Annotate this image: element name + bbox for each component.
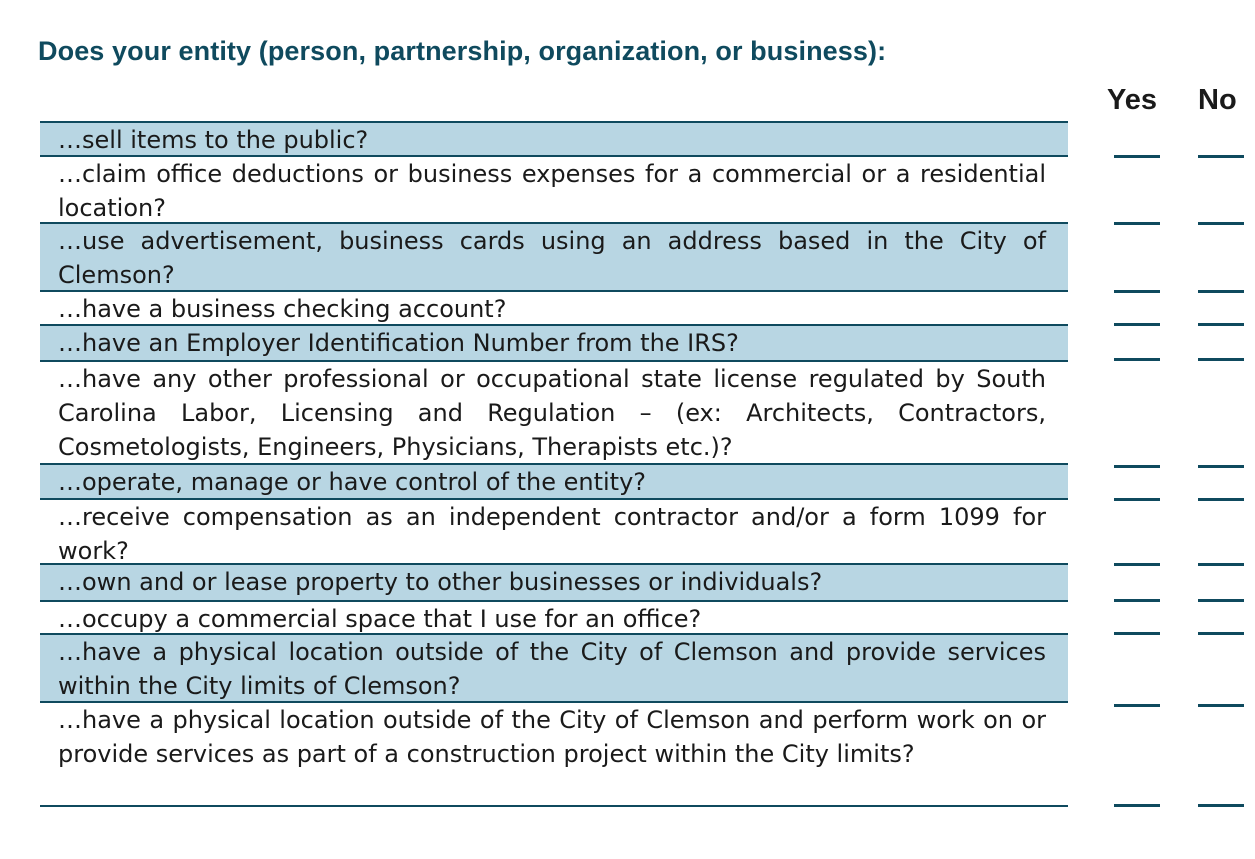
no-answer-blank[interactable] bbox=[1198, 563, 1244, 566]
no-answer-blank[interactable] bbox=[1198, 632, 1244, 635]
yes-answer-blank[interactable] bbox=[1114, 804, 1160, 807]
question-row bbox=[40, 602, 1068, 635]
yes-answer-blank[interactable] bbox=[1114, 563, 1160, 566]
question-text: …have any other professional or occupational state license regulated by South Carolina Labor, Licensing and Regulation – (ex: Architects, Contractors, Cosmetologists, Engineers, Physicians, Therapists etc.)? bbox=[58, 365, 1046, 461]
question-row bbox=[40, 500, 1068, 565]
no-answer-blank[interactable] bbox=[1198, 704, 1244, 707]
no-answer-blank[interactable] bbox=[1198, 599, 1244, 602]
yes-answer-blank[interactable] bbox=[1114, 498, 1160, 501]
question-row bbox=[40, 157, 1068, 224]
question-text: …receive compensation as an independent contractor and/or a form 1099 for work? bbox=[58, 503, 1046, 565]
yes-column-header: Yes bbox=[1107, 84, 1157, 116]
no-answer-blank[interactable] bbox=[1198, 222, 1244, 225]
question-text: …have a business checking account? bbox=[58, 295, 507, 323]
yes-answer-blank[interactable] bbox=[1114, 155, 1160, 158]
question-row bbox=[40, 465, 1068, 500]
yes-answer-blank[interactable] bbox=[1114, 465, 1160, 468]
yes-answer-blank[interactable] bbox=[1114, 704, 1160, 707]
question-text: …have a physical location outside of the City of Clemson and provide services within the City limits of Clemson? bbox=[58, 638, 1046, 700]
question-text: …claim office deductions or business expenses for a commercial or a residential location? bbox=[58, 160, 1046, 222]
question-text: …have an Employer Identification Number from the IRS? bbox=[58, 329, 739, 357]
no-answer-blank[interactable] bbox=[1198, 804, 1244, 807]
yes-answer-blank[interactable] bbox=[1114, 599, 1160, 602]
no-answer-blank[interactable] bbox=[1198, 358, 1244, 361]
question-text: …occupy a commercial space that I use for an office? bbox=[58, 605, 702, 633]
no-column-header: No bbox=[1198, 84, 1237, 116]
no-answer-blank[interactable] bbox=[1198, 290, 1244, 293]
question-row bbox=[40, 121, 1068, 157]
question-row bbox=[40, 703, 1068, 807]
yes-answer-blank[interactable] bbox=[1114, 358, 1160, 361]
question-text: …sell items to the public? bbox=[58, 126, 369, 154]
question-row bbox=[40, 565, 1068, 602]
question-row bbox=[40, 635, 1068, 703]
form-question-heading: Does your entity (person, partnership, organization, or business): bbox=[38, 36, 887, 66]
no-answer-blank[interactable] bbox=[1198, 155, 1244, 158]
yes-answer-blank[interactable] bbox=[1114, 290, 1160, 293]
question-row bbox=[40, 292, 1068, 326]
question-row bbox=[40, 362, 1068, 465]
question-text: …operate, manage or have control of the entity? bbox=[58, 468, 647, 496]
question-row bbox=[40, 224, 1068, 292]
no-answer-blank[interactable] bbox=[1198, 323, 1244, 326]
question-text: …use advertisement, business cards using an address based in the City of Clemson? bbox=[58, 227, 1046, 289]
question-text: …have a physical location outside of the City of Clemson and perform work on or provide services as part of a construction project within the City limits? bbox=[58, 706, 1046, 768]
yes-answer-blank[interactable] bbox=[1114, 222, 1160, 225]
no-answer-blank[interactable] bbox=[1198, 498, 1244, 501]
question-row bbox=[40, 326, 1068, 362]
yes-answer-blank[interactable] bbox=[1114, 632, 1160, 635]
yes-answer-blank[interactable] bbox=[1114, 323, 1160, 326]
question-text: …own and or lease property to other businesses or individuals? bbox=[58, 568, 823, 596]
no-answer-blank[interactable] bbox=[1198, 465, 1244, 468]
